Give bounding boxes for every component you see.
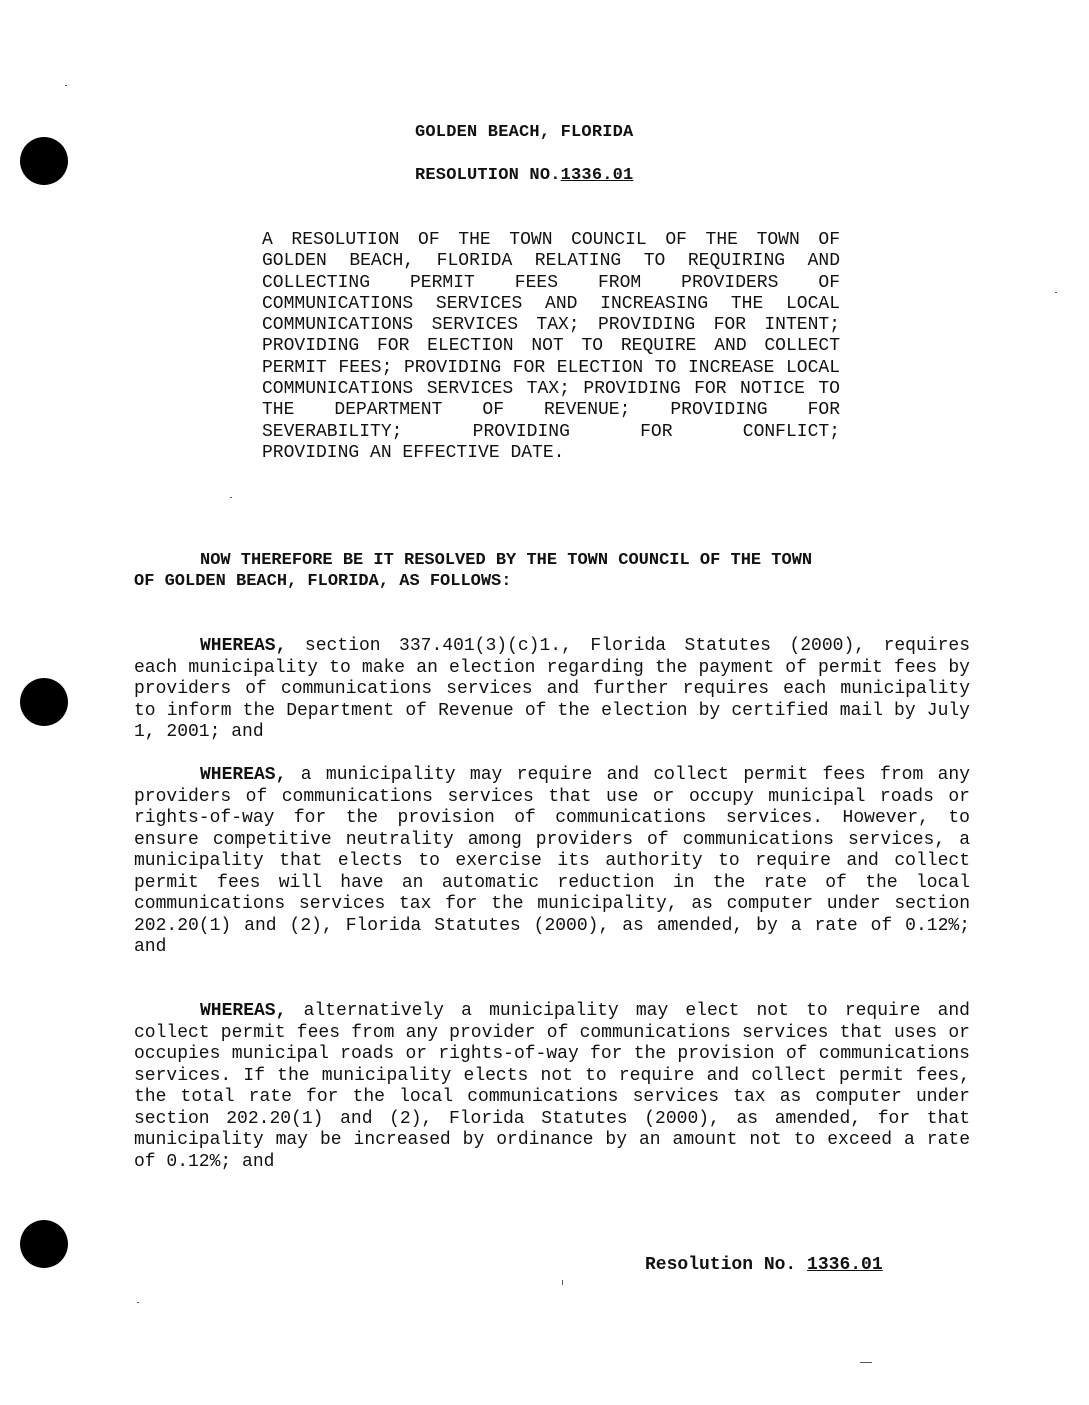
resolution-prefix: RESOLUTION NO. [415, 166, 561, 185]
punch-hole-top [20, 137, 68, 185]
resolution-abstract [262, 230, 840, 464]
resolved-line-1: NOW THEREFORE BE IT RESOLVED BY THE TOWN COUNCIL OF THE TOWN [200, 551, 813, 570]
whereas-paragraph-3 [134, 1001, 970, 1173]
footer-resolution-number [645, 1255, 883, 1275]
punch-hole-bottom [20, 1220, 68, 1268]
resolution-title [415, 166, 633, 185]
whereas-text: a municipality may require and collect permit fees from any providers of communications services that use or occupy municipal roads or rights-of-way for the provision of communications services. However, to ensure competitive neutrality among providers of communications services, a municipality that elects to exercise its authority to require and collect permit fees will have an automatic reduction in the rate of the local communications services tax for the municipality, as computer under section 202.20(1) and (2), Florida Statutes (2000), as amended, by a rate of 0.12%; and [134, 765, 970, 957]
scan-speck [562, 1280, 563, 1285]
footer-label: Resolution No. [645, 1255, 797, 1275]
scan-speck [860, 1362, 872, 1363]
scan-speck [65, 85, 67, 86]
whereas-lead: WHEREAS, [200, 636, 287, 656]
whereas-text: alternatively a municipality may elect not to require and collect permit fees from any provider of communications services that uses or occupies municipal roads or rights-of-way for the provision of communications services. If the municipality elects not to require and collect permit fees, the total rate for the local communications services tax as computer under section 202.20(1) and (2), Florida Statutes (2000), as amended, for that municipality may be increased by ordinance by an amount not to exceed a rate of 0.12%; and [134, 1001, 970, 1172]
resolved-clause [134, 550, 970, 592]
whereas-paragraph-1 [134, 636, 970, 744]
whereas-lead: WHEREAS, [200, 765, 287, 785]
whereas-text: section 337.401(3)(c)1., Florida Statutes (2000), requires each municipality to make an election regarding the payment of permit fees by providers of communications services and further requires each municipality to inform the Department of Revenue of the election by certified mail by July 1, 2001; and [134, 636, 970, 742]
scan-speck [230, 497, 232, 498]
scan-speck [1055, 292, 1057, 293]
town-heading: GOLDEN BEACH, FLORIDA [415, 123, 634, 142]
resolution-number: 1336.01 [560, 166, 634, 185]
footer-number: 1336.01 [807, 1255, 883, 1275]
punch-hole-middle [20, 678, 68, 726]
scan-speck [137, 1302, 139, 1303]
abstract-body: A RESOLUTION OF THE TOWN COUNCIL OF THE TOWN OF GOLDEN BEACH, FLORIDA RELATING TO REQUIRING AND COLLECTING PERMIT FEES FROM PROVIDERS OF COMMUNICATIONS SERVICES AND INCREASING THE LOCAL COMMUNICATIONS SERVICES TAX; PROVIDING FOR INTENT; PROVIDING FOR ELECTION NOT TO REQUIRE AND COLLECT PERMIT FEES; PROVIDING FOR ELECTION TO INCREASE LOCAL COMMUNICATIONS SERVICES TAX; PROVIDING FOR NOTICE TO THE DEPARTMENT OF REVENUE; PROVIDING FOR SEVERABILITY; PROVIDING FOR CONFLICT; [262, 230, 840, 442]
whereas-paragraph-2 [134, 765, 970, 959]
whereas-lead: WHEREAS, [200, 1001, 287, 1021]
abstract-last-line: PROVIDING AN EFFECTIVE DATE. [262, 442, 565, 463]
resolved-line-2: OF GOLDEN BEACH, FLORIDA, AS FOLLOWS: [134, 572, 512, 591]
